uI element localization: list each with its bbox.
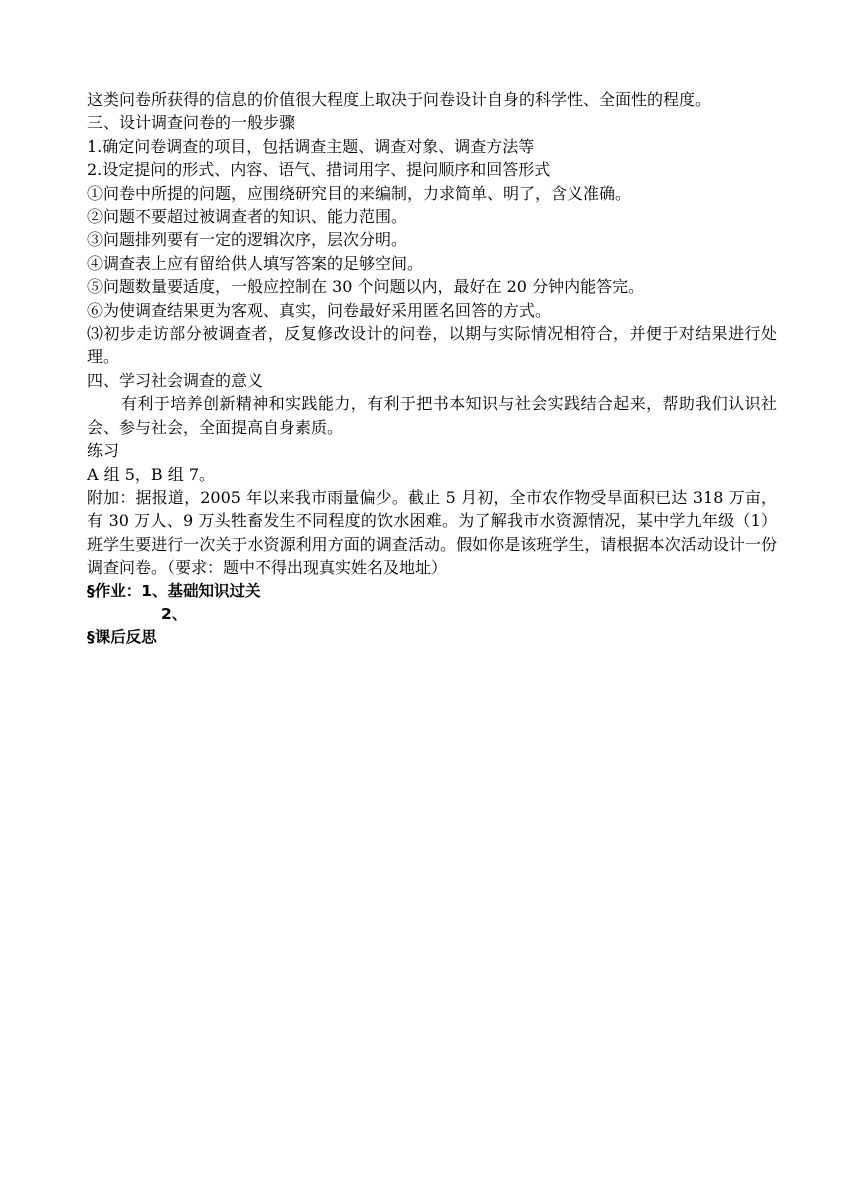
list-item: ⑤问题数量要适度，一般应控制在 30 个问题以内，最好在 20 分钟内能答完。 <box>87 277 645 297</box>
homework-item-2: 2、 <box>161 604 188 623</box>
list-item: ⑥为使调查结果更为客观、真实，问卷最好采用匿名回答的方式。 <box>87 300 552 320</box>
step-2: 2.设定提问的形式、内容、语气、措词用字、提问顺序和回答形式 <box>87 160 551 180</box>
step-3: ⑶初步走访部分被调查者，反复修改设计的问卷，以期与实际情况相符合，并便于对结果进行处理。 <box>87 324 777 367</box>
list-item: ①问卷中所提的问题，应围绕研究目的来编制，力求简单、明了，含义准确。 <box>87 183 632 203</box>
paragraph-continued: 这类问卷所获得的信息的价值很大程度上取决于问卷设计自身的科学性、全面性的程度。 <box>87 90 712 109</box>
reflection-heading: §课后反思 <box>87 628 157 647</box>
practice-label: 练习 <box>87 441 120 461</box>
extra-task-paragraph: 附加：据报道，2005 年以来我市雨量偏少。截止 5 月初，全市农作物受旱面积已达 318 万亩，有 30 万人、9 万头牲畜发生不同程度的饮水困难。为了解我市水资源情况，某中学九年级（1）班学生要进行一次关于水资源利用方面的调查活动。假如你是该班学生，请根据本次活动设计一份调查问卷。（要求：题中不得出现真实姓名及地址） <box>87 487 777 578</box>
practice-groups: A 组 5，B 组 7。 <box>87 464 216 484</box>
list-item: ③问题排列要有一定的逻辑次序，层次分明。 <box>87 230 408 250</box>
document-body <box>87 88 777 650</box>
list-item: ②问题不要超过被调查者的知识、能力范围。 <box>87 207 408 227</box>
section-heading-significance: 四、学习社会调查的意义 <box>87 370 264 390</box>
step-1: 1.确定问卷调查的项目，包括调查主题、调查对象、调查方法等 <box>87 136 535 156</box>
list-item: ④调查表上应有留给供人填写答案的足够空间。 <box>87 253 424 273</box>
section-heading-design-steps: 三、设计调查问卷的一般步骤 <box>87 113 296 133</box>
homework-heading: §作业：1、基础知识过关 <box>87 581 261 600</box>
significance-paragraph: 有利于培养创新精神和实践能力，有利于把书本知识与社会实践结合起来，帮助我们认识社会、参与社会，全面提高自身素质。 <box>87 394 777 437</box>
